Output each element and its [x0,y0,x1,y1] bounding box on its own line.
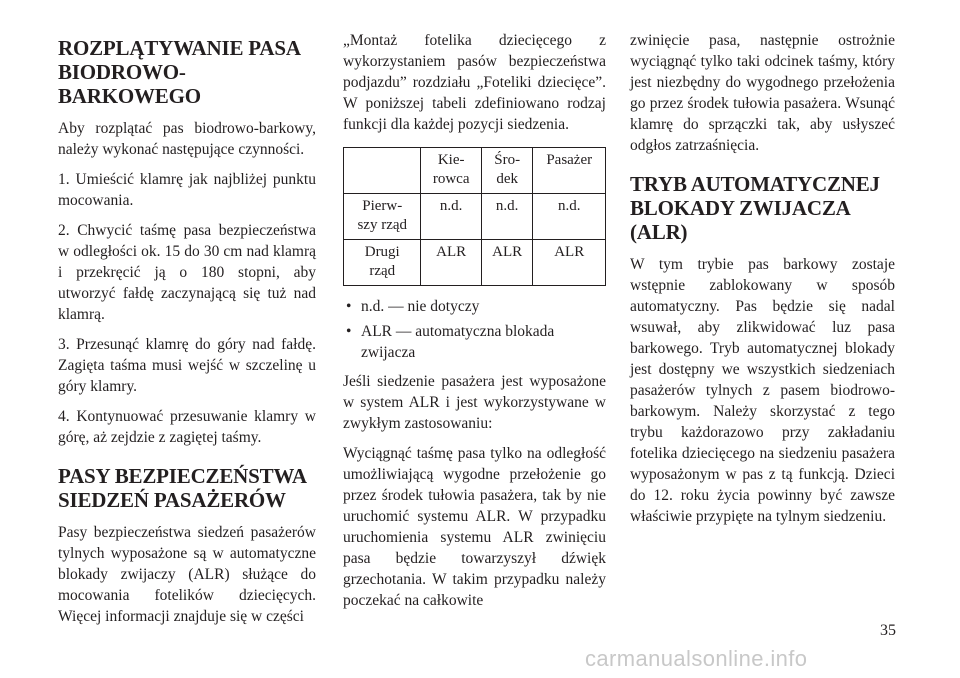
table-cell: ALR [533,240,606,286]
table-row-label: Drugi rząd [344,240,421,286]
table-cell: n.d. [533,194,606,240]
list-item: • ALR — automatyczna blokada zwijacza [343,321,606,363]
table-header-cell: Kie- rowca [421,148,481,194]
table-cell: n.d. [481,194,533,240]
page-number: 35 [880,622,896,639]
table-row [344,194,606,240]
column-left [58,30,316,636]
table-header-cell: Śro- dek [481,148,533,194]
intro-paragraph: Aby rozplątać pas biodrowo-barkowy, należy wykonać następujące czynności. [58,120,316,158]
table-cell: ALR [421,240,481,286]
table-row-label: Pierw- szy rząd [344,194,421,240]
watermark: carmanualsonline.info [585,646,808,671]
column-middle [343,30,606,620]
table-cell: ALR [481,240,533,286]
column-right [630,30,895,536]
table-cell: n.d. [421,194,481,240]
table-row [344,240,606,286]
table-header-cell: Pasażer [533,148,606,194]
step-2: 2. Chwycić taśmę pasa bezpieczeństwa w odległości ok. 15 do 30 cm nad klamrą i przekręcić ją o 180 stopni, aby utworzyć fałdę zaczynającą się tuż nad klamrą. [58,222,316,323]
passenger-belts-paragraph: Pasy bezpieczeństwa siedzeń pasażerów tylnych wyposażone są w automatyczne blokady zwijaczy (ALR) służące do mocowania fotelików dziecięcych. Więcej informacji znajduje się w części [58,524,316,625]
step-1: 1. Umieścić klamrę jak najbliżej punktu mocowania. [58,171,316,209]
seat-position-table [343,147,606,286]
list-item: • n.d. — nie dotyczy [343,296,606,317]
alr-instructions-paragraph: Wyciągnąć taśmę pasa tylko na odległość umożliwiającą wygodne przełożenie go przez środek tułowia pasażera, tak by nie uruchomić systemu ALR. W przypadku uruchomienia systemu ALR zwinięciu pasa będzie towarzyszył dźwięk grzechotania. W takim przypadku należy poczekać na całkowite [343,445,606,609]
step-4: 4. Kontynuować przesuwanie klamry w górę, aż zejdzie z zagiętej taśmy. [58,408,316,446]
alr-mode-paragraph: W tym trybie pas barkowy zostaje wstępnie zablokowany w sposób automatyczny. Pas będzie się nadal wsuwał, aby zlikwidować luz pasa barkowego. Tryb automatycznej blokady jest dostępny we wszystkich siedzeniach pasażerów tylnych z pasem biodrowo-barkowym. Należy skorzystać z tego trybu każdorazowo przy zakładaniu fotelika dziecięcego na siedzeniu pasażera wyposażonym w pas z tą funkcją. Dzieci do 12. roku życia powinny być zawsze właściwie przypięte na tylnym siedzeniu. [630,256,895,525]
table-header-row [344,148,606,194]
heading-alr-mode: TRYB AUTOMATYCZNEJ BLOKADY ZWIJACZA (ALR) [630,172,880,244]
continued-instructions-paragraph: zwinięcie pasa, następnie ostrożnie wyciągnąć tylko taki odcinek taśmy, który jest niezbędny do wygodnego przełożenia go przez środek tułowia pasażera. Wsunąć klamrę do sprzączki tak, aby usłyszeć odgłos zatrzaśnięcia. [630,32,895,154]
heading-unbuckling-lap-shoulder-belt: ROZPLĄTYWANIE PASA BIODROWO- BARKOWEGO [58,36,301,108]
child-seat-reference-paragraph: „Montaż fotelika dziecięcego z wykorzystaniem pasów bezpieczeństwa podjazdu” rozdziału „Foteliki dziecięce”. W poniższej tabeli zdefiniowano rodzaj funkcji dla każdej pozycji siedzenia. [343,32,606,133]
heading-passenger-seat-belts: PASY BEZPIECZEŃSTWA SIEDZEŃ PASAŻERÓW [58,464,307,512]
alr-condition-paragraph: Jeśli siedzenie pasażera jest wyposażone w system ALR i jest wykorzystywane w zwykłym zastosowaniu: [343,373,606,432]
table-legend [343,296,606,363]
step-3: 3. Przesunąć klamrę do góry nad fałdę. Zagięta taśma musi wejść w szczelinę u góry klamry. [58,336,316,395]
table-header-cell [344,148,421,194]
